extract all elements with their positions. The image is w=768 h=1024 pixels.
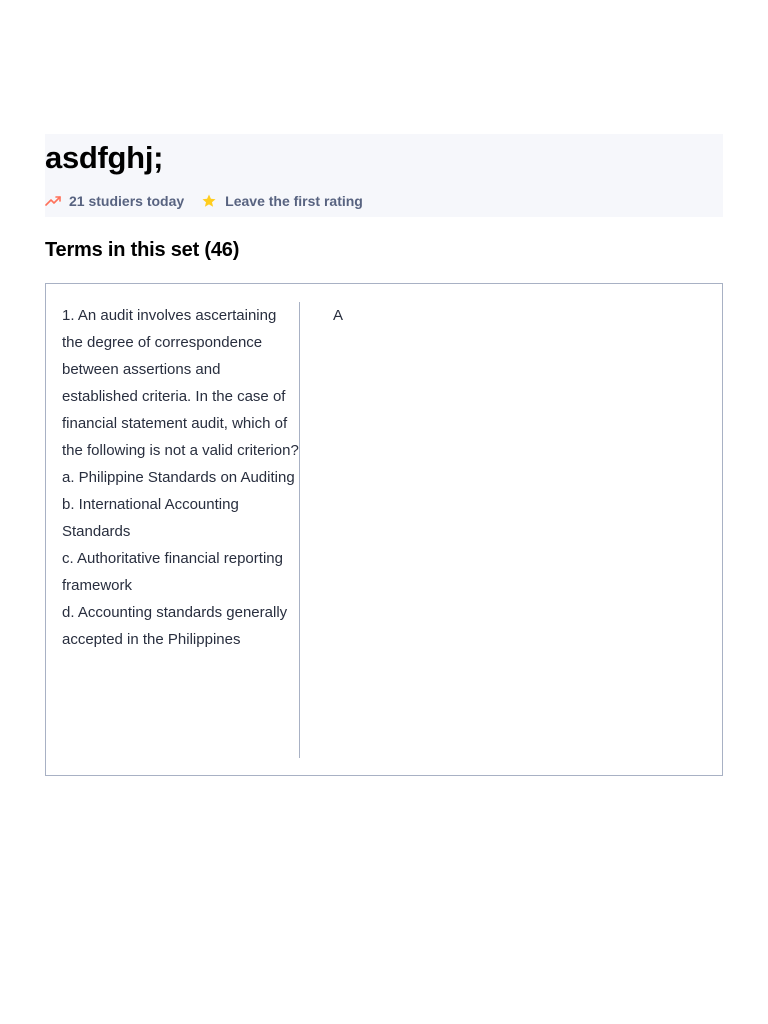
trending-up-icon — [45, 193, 61, 209]
set-header — [45, 134, 723, 217]
definition-text: A — [333, 307, 344, 324]
set-meta — [45, 191, 363, 211]
terms-heading: Terms in this set (46) — [45, 239, 240, 261]
set-title: asdfghj; — [45, 140, 164, 175]
studiers-count — [45, 193, 184, 209]
studiers-label: 21 studiers today — [69, 193, 185, 209]
rating-label[interactable]: Leave the first rating — [225, 193, 363, 209]
term-option-d: d. Accounting standards generally accepted in the Philippines — [62, 604, 288, 648]
star-icon — [201, 193, 217, 209]
card-divider — [299, 302, 300, 758]
term-text — [62, 302, 300, 758]
term-option-b: b. International Accounting Standards — [62, 496, 239, 540]
rating-link[interactable] — [201, 193, 363, 209]
term-card — [45, 283, 723, 776]
term-option-a: a. Philippine Standards on Auditing — [62, 469, 295, 486]
term-question: 1. An audit involves ascertaining the degree of correspondence between assertions and established criteria. In the case of financial statement audit, which of the following is not a valid criterion? — [62, 307, 299, 459]
term-option-c: c. Authoritative financial reporting framework — [62, 550, 283, 594]
